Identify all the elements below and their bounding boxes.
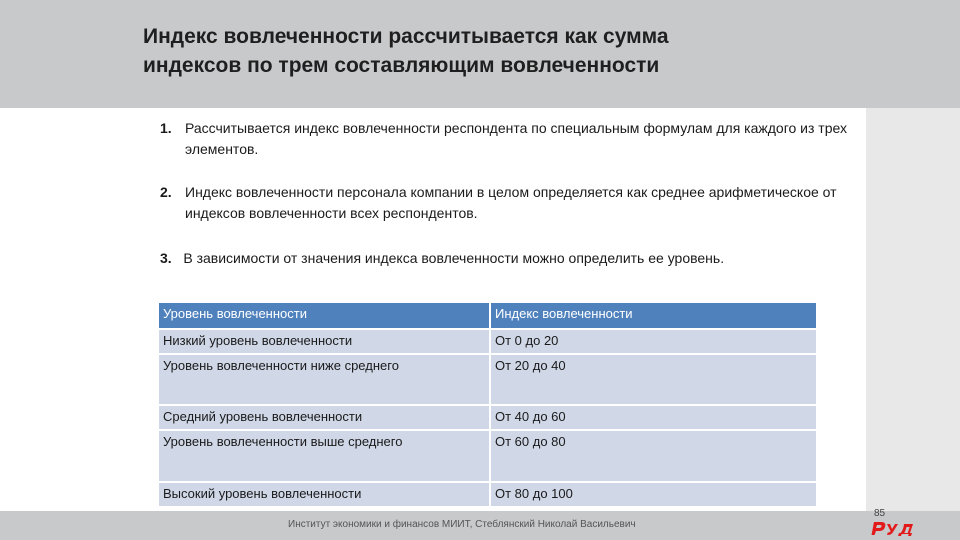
list-item-2	[160, 182, 850, 224]
table-row	[159, 330, 816, 353]
rzd-logo-icon	[870, 520, 926, 536]
page-number: 85	[874, 508, 886, 519]
table-header-level: Уровень вовлеченности	[159, 303, 489, 328]
table-cell-index: От 60 до 80	[491, 431, 816, 481]
list-item-number: 1.	[160, 120, 172, 136]
table-cell-level: Уровень вовлеченности ниже среднего	[159, 355, 489, 404]
footer-credit: Институт экономики и финансов МИИТ, Стеблянский Николай Васильевич	[288, 519, 636, 530]
list-item-3	[160, 248, 850, 269]
list-item-1	[160, 118, 850, 160]
table-cell-level: Высокий уровень вовлеченности	[159, 483, 489, 506]
engagement-levels-table	[157, 301, 818, 508]
table-cell-index: От 20 до 40	[491, 355, 816, 404]
table-cell-level: Низкий уровень вовлеченности	[159, 330, 489, 353]
right-accent-panel	[866, 108, 960, 511]
title-line-1: Индекс вовлеченности рассчитывается как сумма	[143, 25, 669, 48]
list-item-number: 3.	[160, 250, 172, 266]
title-line-2: индексов по трем составляющим вовлеченности	[143, 54, 660, 77]
list-item-text: Рассчитывается индекс вовлеченности респондента по специальным формулам для каждого из трех элементов.	[185, 120, 847, 157]
table-cell-level: Средний уровень вовлеченности	[159, 406, 489, 429]
table-header-index: Индекс вовлеченности	[491, 303, 816, 328]
list-item-text: Индекс вовлеченности персонала компании в целом определяется как среднее арифметическое от индексов вовлеченности всех респондентов.	[185, 184, 837, 221]
table-cell-index: От 0 до 20	[491, 330, 816, 353]
table-cell-level: Уровень вовлеченности выше среднего	[159, 431, 489, 481]
list-item-text: В зависимости от значения индекса вовлеченности можно определить ее уровень.	[183, 250, 725, 266]
list-item-number: 2.	[160, 184, 172, 200]
table-row	[159, 483, 816, 506]
table-header-row	[159, 303, 816, 328]
table-cell-index: От 80 до 100	[491, 483, 816, 506]
table-cell-index: От 40 до 60	[491, 406, 816, 429]
table-row	[159, 431, 816, 481]
table-row	[159, 406, 816, 429]
page-title	[143, 22, 843, 80]
table-row	[159, 355, 816, 404]
